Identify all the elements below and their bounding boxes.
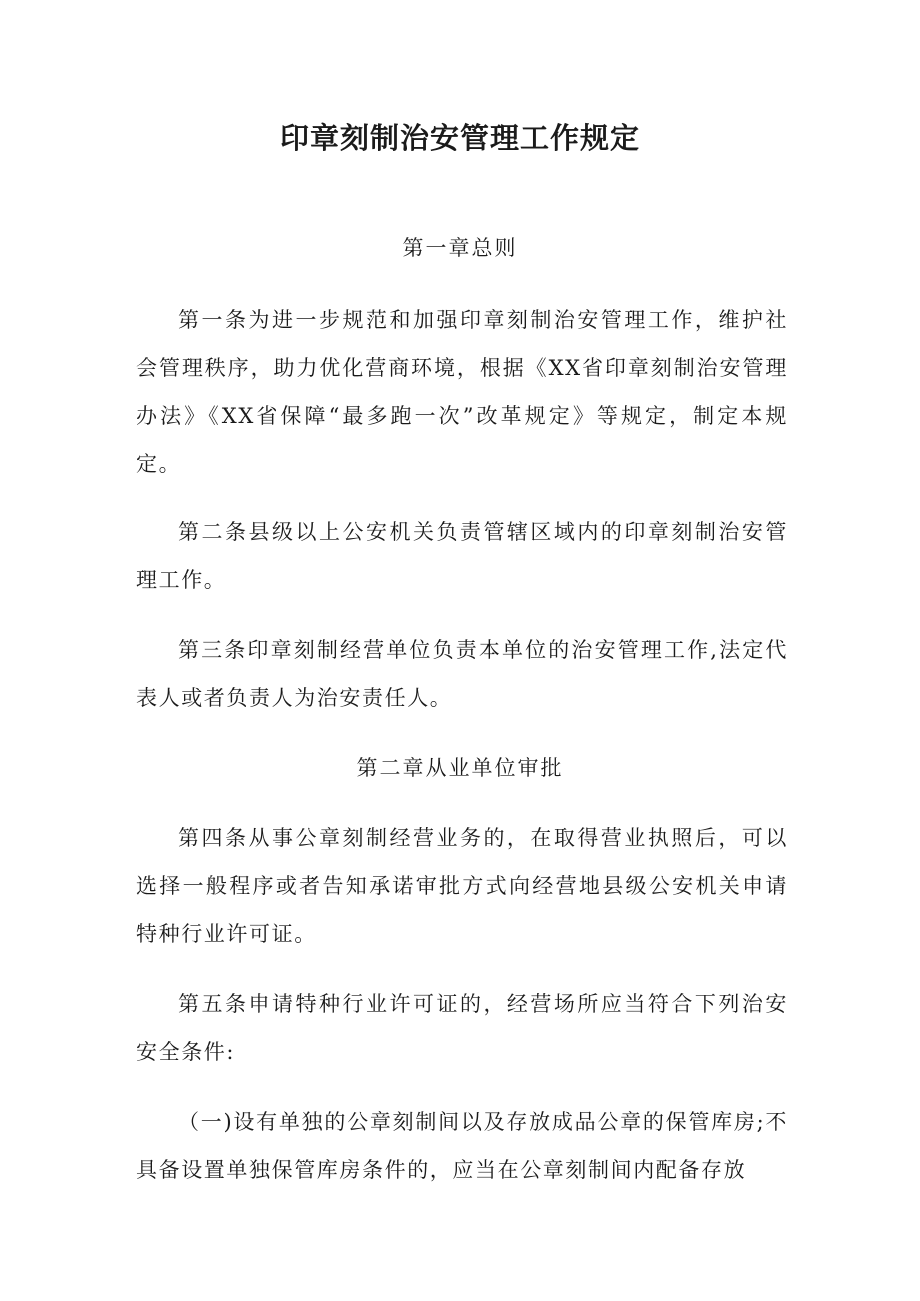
article-5-item-1: （一)设有单独的公章刻制间以及存放成品公章的保管库房;不具备设置单独保管库房条件的，应当在公章刻制间内配备存放: [136, 1110, 788, 1182]
chapter-heading-2: 第二章从业单位审批: [356, 756, 564, 780]
article-2: 第二条县级以上公安机关负责管辖区域内的印章刻制治安管理工作。: [136, 520, 788, 592]
article-1: 第一条为进一步规范和加强印章刻制治安管理工作，维护社会管理秩序，助力优化营商环境，根据《XX省印章刻制治安管理办法》《XX省保障“最多跑一次”改革规定》等规定，制定本规定。: [136, 308, 788, 476]
article-3: 第三条印章刻制经营单位负责本单位的治安管理工作,法定代表人或者负责人为治安责任人。: [136, 638, 788, 710]
chapter-heading-1: 第一章总则: [402, 236, 518, 260]
document-title: 印章刻制治安管理工作规定: [279, 121, 640, 155]
article-4: 第四条从事公章刻制经营业务的，在取得营业执照后，可以选择一般程序或者告知承诺审批方式向经营地县级公安机关申请特种行业许可证。: [136, 826, 788, 946]
article-5: 第五条申请特种行业许可证的，经营场所应当符合下列治安安全条件:: [136, 992, 788, 1064]
